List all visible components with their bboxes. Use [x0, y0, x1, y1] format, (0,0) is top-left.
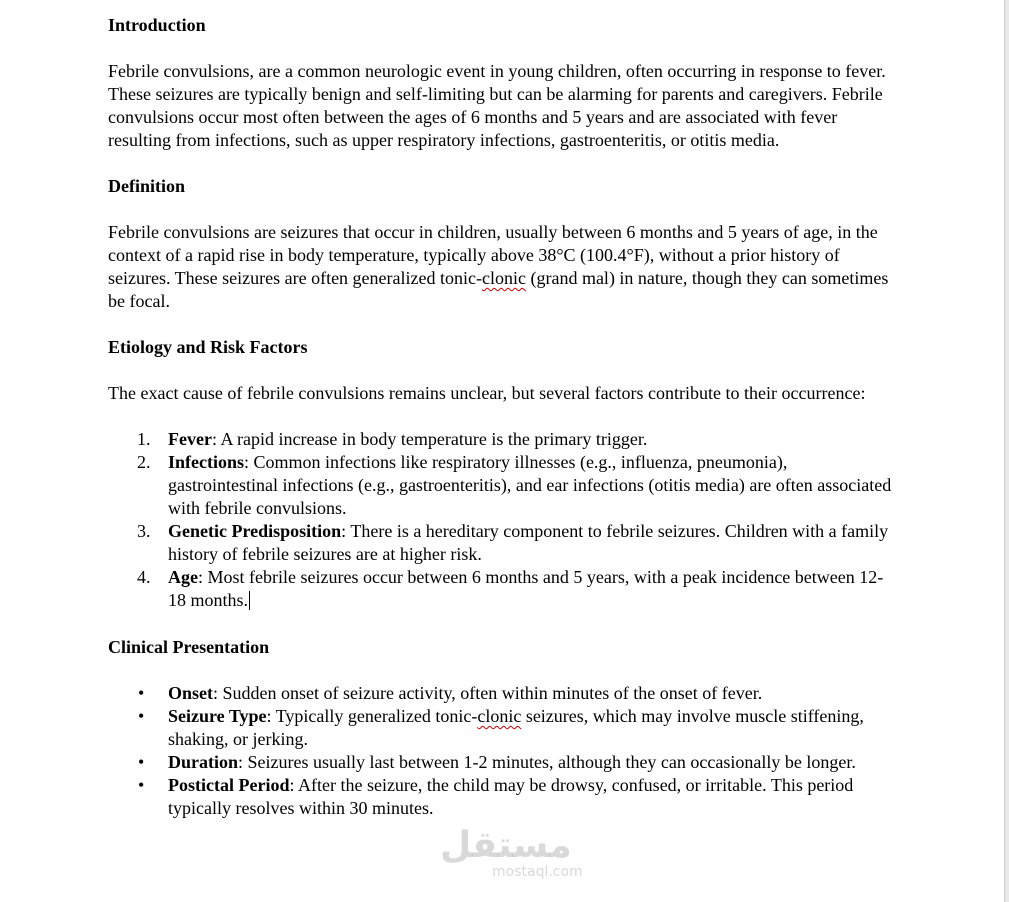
risk-factor-list — [108, 428, 898, 612]
list-item: • Seizure Type: Typically generalized tonic-clonic seizures, which may involve muscle stiffening, shaking, or jerking. — [138, 706, 864, 749]
document-page[interactable] — [108, 14, 898, 820]
list-item: • Postictal Period: After the seizure, the child may be drowsy, confused, or irritable. This period typically resolves within 30 minutes. — [138, 775, 854, 818]
heading-clinical: Clinical Presentation — [108, 637, 270, 657]
list-item: • Duration: Seizures usually last between 1-2 minutes, although they can occasionally be longer. — [138, 752, 856, 772]
text-cursor — [249, 591, 250, 610]
page-edge — [1004, 0, 1009, 902]
heading-etiology: Etiology and Risk Factors — [108, 337, 308, 357]
list-item: 1. Fever: A rapid increase in body temperature is the primary trigger. — [137, 429, 648, 449]
list-item: 2. Infections: Common infections like respiratory illnesses (e.g., influenza, pneumonia), gastrointestinal infections (e.g., gastroenteritis), and ear infections (otitis media) are often associated with febrile convulsions. — [137, 452, 892, 518]
intro-paragraph: Febrile convulsions, are a common neurologic event in young children, often occurring in response to fever. These seizures are typically benign and self-limiting but can be alarming for parents and caregivers. Febrile convulsions occur most often between the ages of 6 months and 5 years and are associated with fever resulting from infections, such as upper respiratory infections, gastroenteritis, or otitis media. — [108, 61, 886, 150]
heading-introduction: Introduction — [108, 15, 206, 35]
spelling-flag[interactable]: clonic — [481, 268, 526, 288]
heading-definition: Definition — [108, 176, 186, 196]
clinical-list — [108, 682, 898, 820]
etiology-paragraph: The exact cause of febrile convulsions remains unclear, but several factors contribute to their occurrence: — [108, 383, 866, 403]
spelling-flag[interactable]: clonic — [477, 706, 522, 726]
definition-paragraph: Febrile convulsions are seizures that occur in children, usually between 6 months and 5 years of age, in the context of a rapid rise in body temperature, typically above 38°C (100.4°F), without a prior history of seizures. These seizures are often generalized tonic-clonic (grand mal) in nature, though they can sometimes be focal. — [108, 222, 889, 311]
list-item: • Onset: Sudden onset of seizure activity, often within minutes of the onset of fever. — [138, 683, 763, 703]
list-item: 3. Genetic Predisposition: There is a hereditary component to febrile seizures. Children with a family history of febrile seizures are at higher risk. — [137, 521, 889, 564]
list-item: 4. Age: Most febrile seizures occur between 6 months and 5 years, with a peak incidence between 12-18 months. — [137, 567, 884, 610]
watermark-logo: مستقل mostaql.com — [440, 825, 583, 880]
